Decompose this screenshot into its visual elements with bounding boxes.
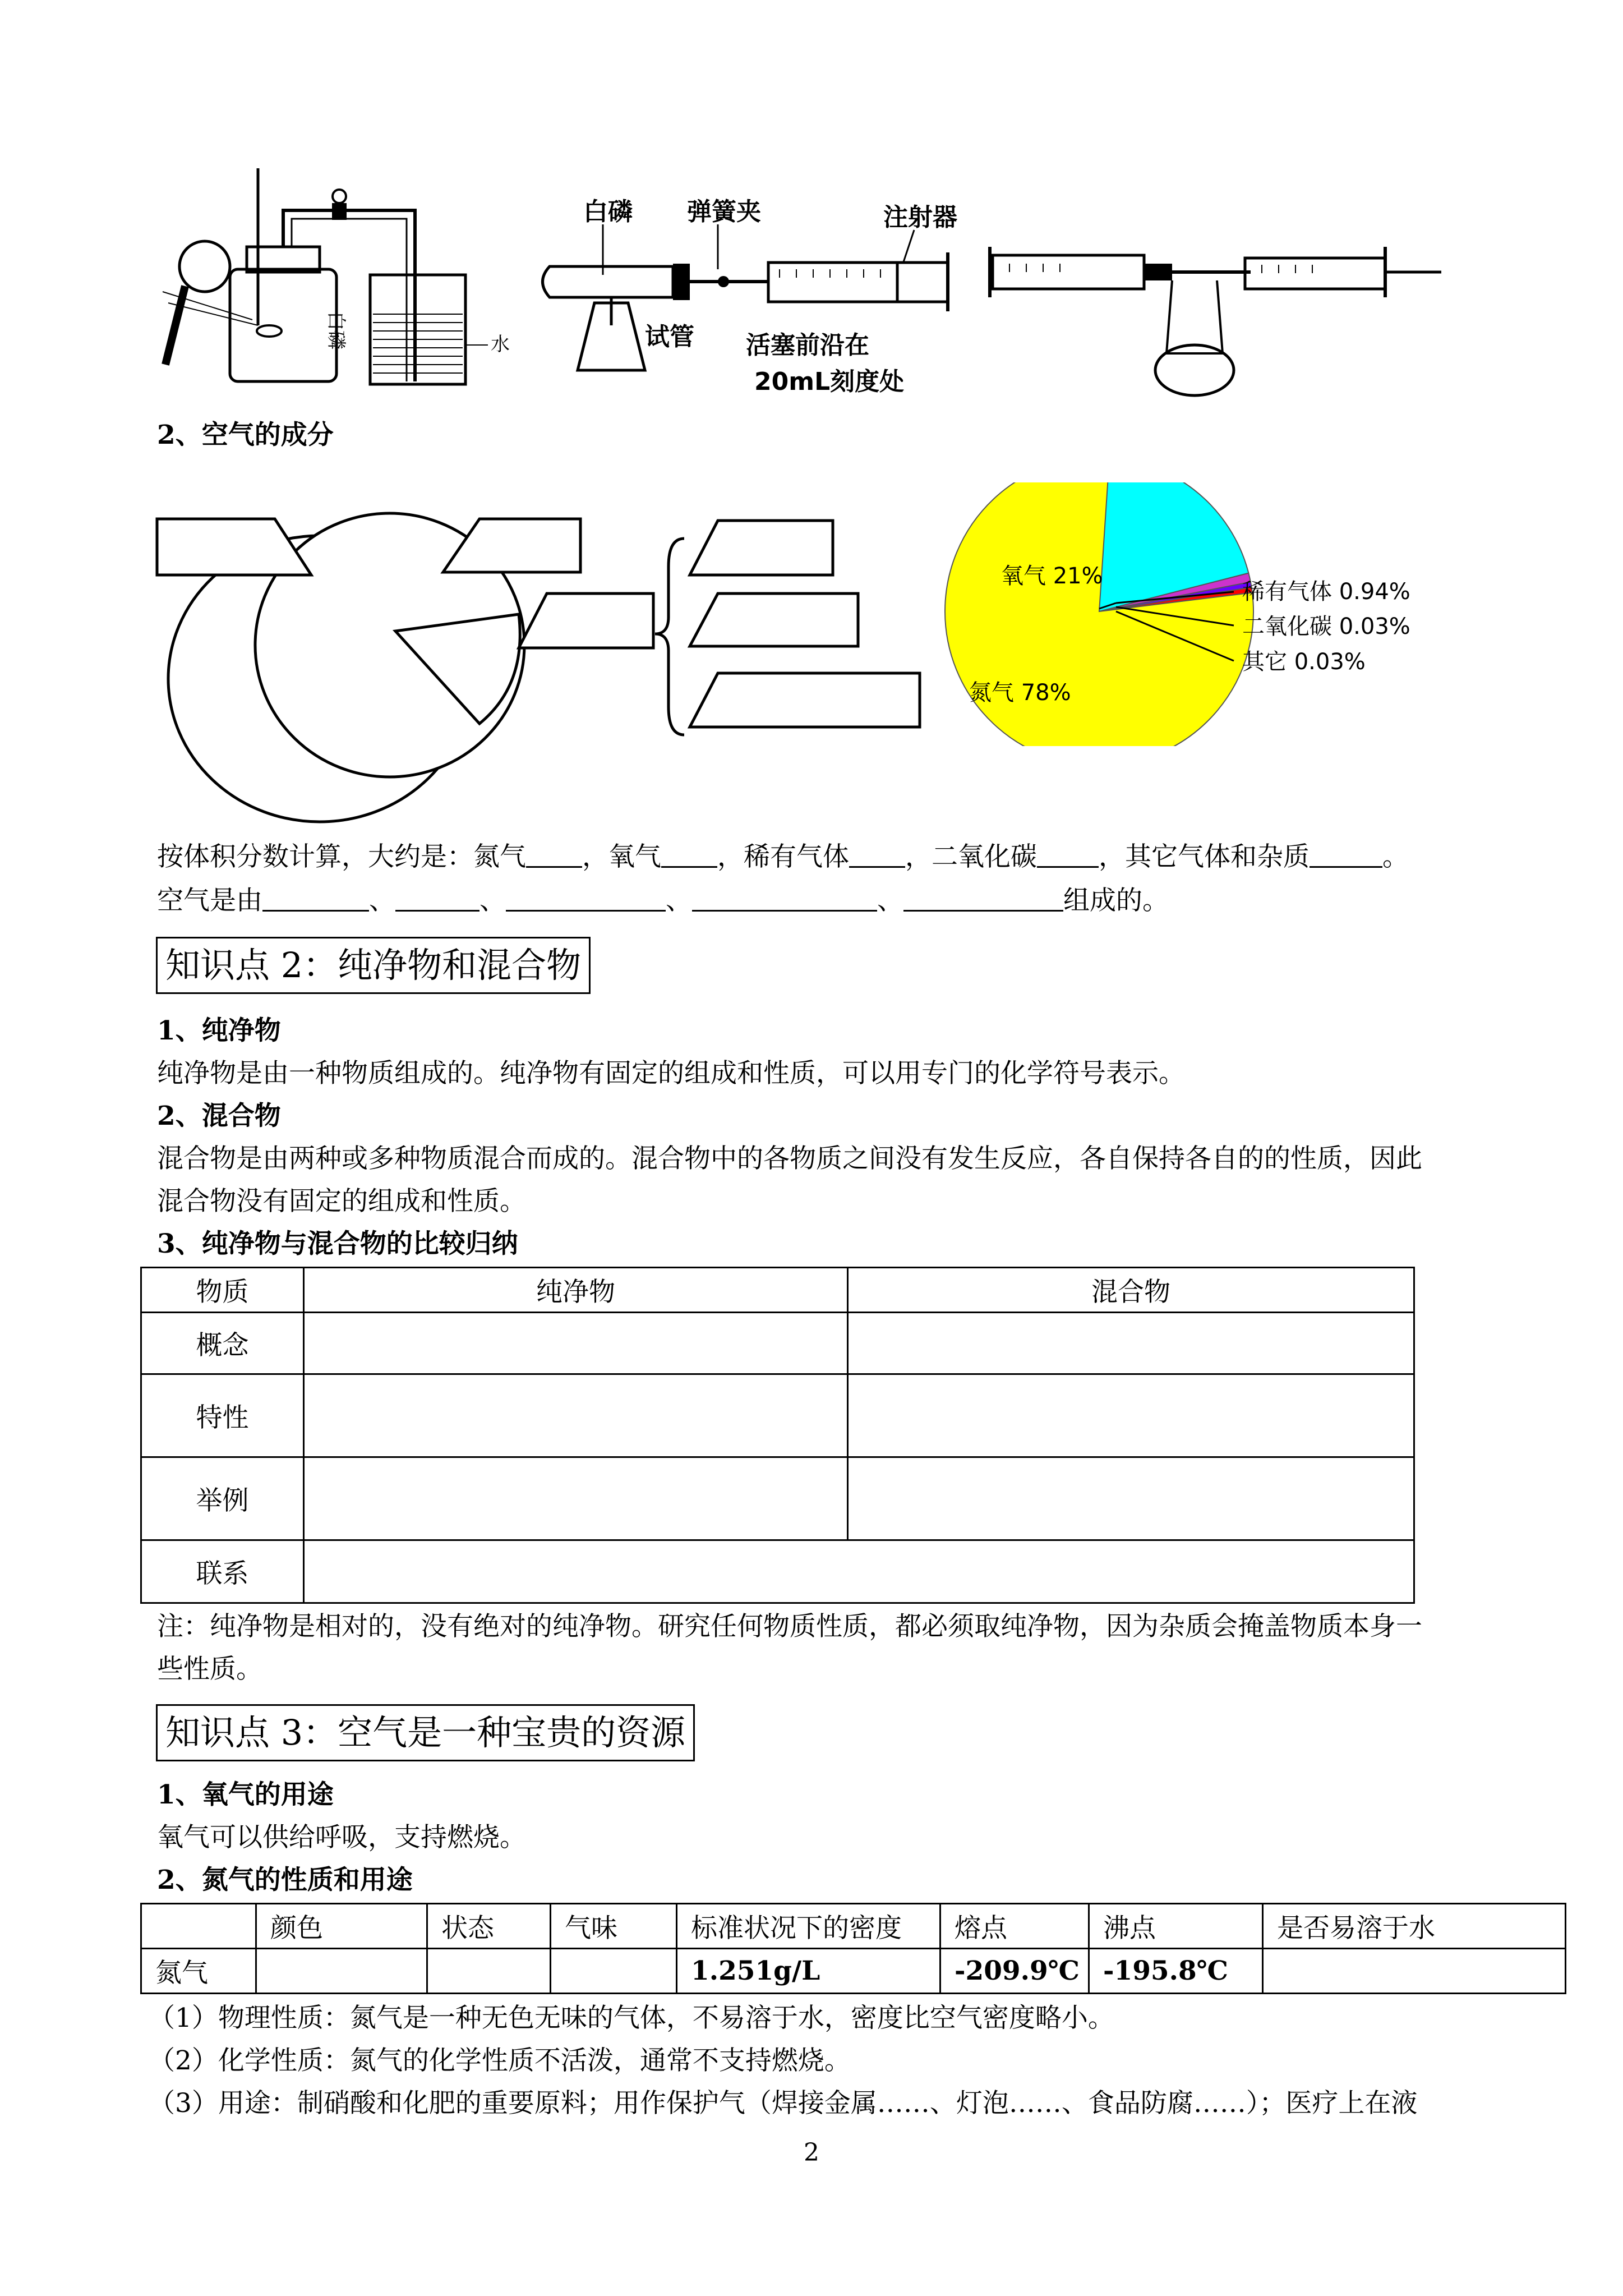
compare-row-concept: 概念	[141, 1313, 304, 1374]
blank-air-component-5[interactable]	[903, 881, 1063, 912]
compare-table	[140, 1267, 1415, 1604]
nitrogen-cell-boiling: -195.8℃	[1089, 1949, 1263, 1994]
compare-row-example: 举例	[141, 1457, 304, 1540]
nitrogen-cell-solubility[interactable]	[1263, 1949, 1566, 1994]
kp3-item-uses: （3）用途：制硝酸和化肥的重要原料；用作保护气（焊接金属……、灯泡……、食品防腐……）；医疗上在液	[149, 2088, 1418, 2119]
nitrogen-header-blank	[141, 1904, 256, 1949]
pie-label-co2: 二氧化碳 0.03%	[1242, 614, 1410, 639]
compare-cell-example-pure[interactable]	[304, 1457, 848, 1540]
nitrogen-header-melting: 熔点	[940, 1904, 1089, 1949]
compare-row-property: 特性	[141, 1374, 304, 1457]
kp2-heading-mixture: 2、混合物	[157, 1101, 281, 1131]
blank-air-component-4[interactable]	[692, 881, 877, 912]
section-heading-air: 2、空气的成分	[157, 420, 334, 450]
kp2-heading-pure: 1、纯净物	[157, 1015, 281, 1046]
kp3-heading-oxygen: 1、氧气的用途	[157, 1779, 334, 1810]
kp2-note-2: 些性质。	[157, 1654, 262, 1685]
table-row	[141, 1374, 1414, 1457]
nitrogen-header-density: 标准状况下的密度	[677, 1904, 940, 1949]
kp3-text-oxygen: 氧气可以供给呼吸，支持燃烧。	[157, 1822, 526, 1853]
nitrogen-cell-color[interactable]	[256, 1949, 427, 1994]
compare-header-mixture: 混合物	[848, 1268, 1414, 1313]
nitrogen-cell-melting: -209.9℃	[940, 1949, 1089, 1994]
kp2-text-mixture-1: 混合物是由两种或多种物质混合而成的。混合物中的各物质之间没有发生反应，各自保持各自的的性质，因此	[157, 1143, 1422, 1174]
nitrogen-header-odor: 气味	[551, 1904, 677, 1949]
kp2-text-mixture-2: 混合物没有固定的组成和性质。	[157, 1186, 526, 1217]
compare-cell-concept-pure[interactable]	[304, 1313, 848, 1374]
blank-air-component-3[interactable]	[506, 881, 666, 912]
compare-header-substance: 物质	[141, 1268, 304, 1313]
pie-label-rare-gas: 稀有气体 0.94%	[1242, 579, 1410, 605]
kp2-title: 知识点 2：纯净物和混合物	[156, 937, 591, 994]
blank-air-component-2[interactable]	[395, 881, 479, 912]
label-spring-clamp: 弹簧夹	[687, 197, 761, 226]
label-phosphorus-vertical: 白磷	[325, 311, 347, 349]
apparatus-figure-1	[151, 157, 527, 404]
kp3-heading-nitrogen: 2、氮气的性质和用途	[157, 1865, 413, 1895]
kp2-heading-compare: 3、纯净物与混合物的比较归纳	[157, 1228, 518, 1259]
kp2-text-pure: 纯净物是由一种物质组成的。纯净物有固定的组成和性质，可以用专门的化学符号表示。	[157, 1058, 1185, 1089]
nitrogen-header-boiling: 沸点	[1089, 1904, 1263, 1949]
nitrogen-table	[140, 1903, 1566, 1994]
label-water: 水	[491, 333, 510, 356]
blank-oxygen[interactable]	[661, 837, 717, 868]
compare-cell-relation[interactable]	[304, 1540, 1414, 1603]
nitrogen-cell-odor[interactable]	[551, 1949, 677, 1994]
label-piston-note-2: 20mL刻度处	[754, 367, 905, 396]
compare-header-pure: 纯净物	[304, 1268, 848, 1313]
pie-label-nitrogen: 氮气 78%	[969, 680, 1071, 706]
table-row	[141, 1949, 1566, 1994]
nitrogen-cell-density: 1.251g/L	[677, 1949, 940, 1994]
label-syringe: 注射器	[883, 203, 957, 232]
kp3-item-chemical: （2）化学性质：氮气的化学性质不活泼，通常不支持燃烧。	[149, 2045, 851, 2076]
table-row	[141, 1268, 1414, 1313]
blank-other[interactable]	[1310, 837, 1382, 868]
nitrogen-cell-state[interactable]	[427, 1949, 551, 1994]
blank-air-component-1[interactable]	[262, 881, 369, 912]
page-number: 2	[804, 2138, 819, 2167]
pie-label-other: 其它 0.03%	[1242, 649, 1366, 675]
table-row	[141, 1540, 1414, 1603]
kp3-title: 知识点 3：空气是一种宝贵的资源	[156, 1704, 695, 1761]
nitrogen-row-label: 氮气	[141, 1949, 256, 1994]
compare-cell-property-mixture[interactable]	[848, 1374, 1414, 1457]
compare-cell-property-pure[interactable]	[304, 1374, 848, 1457]
nitrogen-header-state: 状态	[427, 1904, 551, 1949]
compare-cell-example-mixture[interactable]	[848, 1457, 1414, 1540]
apparatus-figure-3	[981, 236, 1475, 404]
air-fill-line-2: 空气是由 、 、 、 、 组成的。	[157, 880, 1169, 922]
blank-rare-gas[interactable]	[849, 837, 905, 868]
table-row	[141, 1457, 1414, 1540]
air-fill-line-1: 按体积分数计算，大约是：氮气 ，氧气 ，稀有气体 ，二氧化碳 ，其它气体和杂质 。	[157, 836, 1409, 878]
blank-co2[interactable]	[1037, 837, 1099, 868]
blank-nitrogen[interactable]	[526, 837, 582, 868]
blank-composition-diagram	[151, 505, 937, 830]
table-row	[141, 1313, 1414, 1374]
nitrogen-header-solubility: 是否易溶于水	[1263, 1904, 1566, 1949]
compare-row-relation: 联系	[141, 1540, 304, 1603]
label-white-phosphorus: 白磷	[583, 197, 633, 226]
kp3-item-physical: （1）物理性质：氮气是一种无色无味的气体，不易溶于水，密度比空气密度略小。	[149, 2003, 1114, 2033]
table-row	[141, 1904, 1566, 1949]
apparatus-figure-2	[533, 191, 970, 409]
pie-label-oxygen: 氧气 21%	[1001, 563, 1103, 589]
label-test-tube: 试管	[645, 323, 694, 351]
label-piston-note: 活塞前沿在	[746, 331, 869, 360]
air-composition-pie-chart	[931, 482, 1503, 746]
compare-cell-concept-mixture[interactable]	[848, 1313, 1414, 1374]
kp2-note-1: 注：纯净物是相对的，没有绝对的纯净物。研究任何物质性质，都必须取纯净物，因为杂质会掩盖物质本身一	[157, 1611, 1422, 1642]
nitrogen-header-color: 颜色	[256, 1904, 427, 1949]
